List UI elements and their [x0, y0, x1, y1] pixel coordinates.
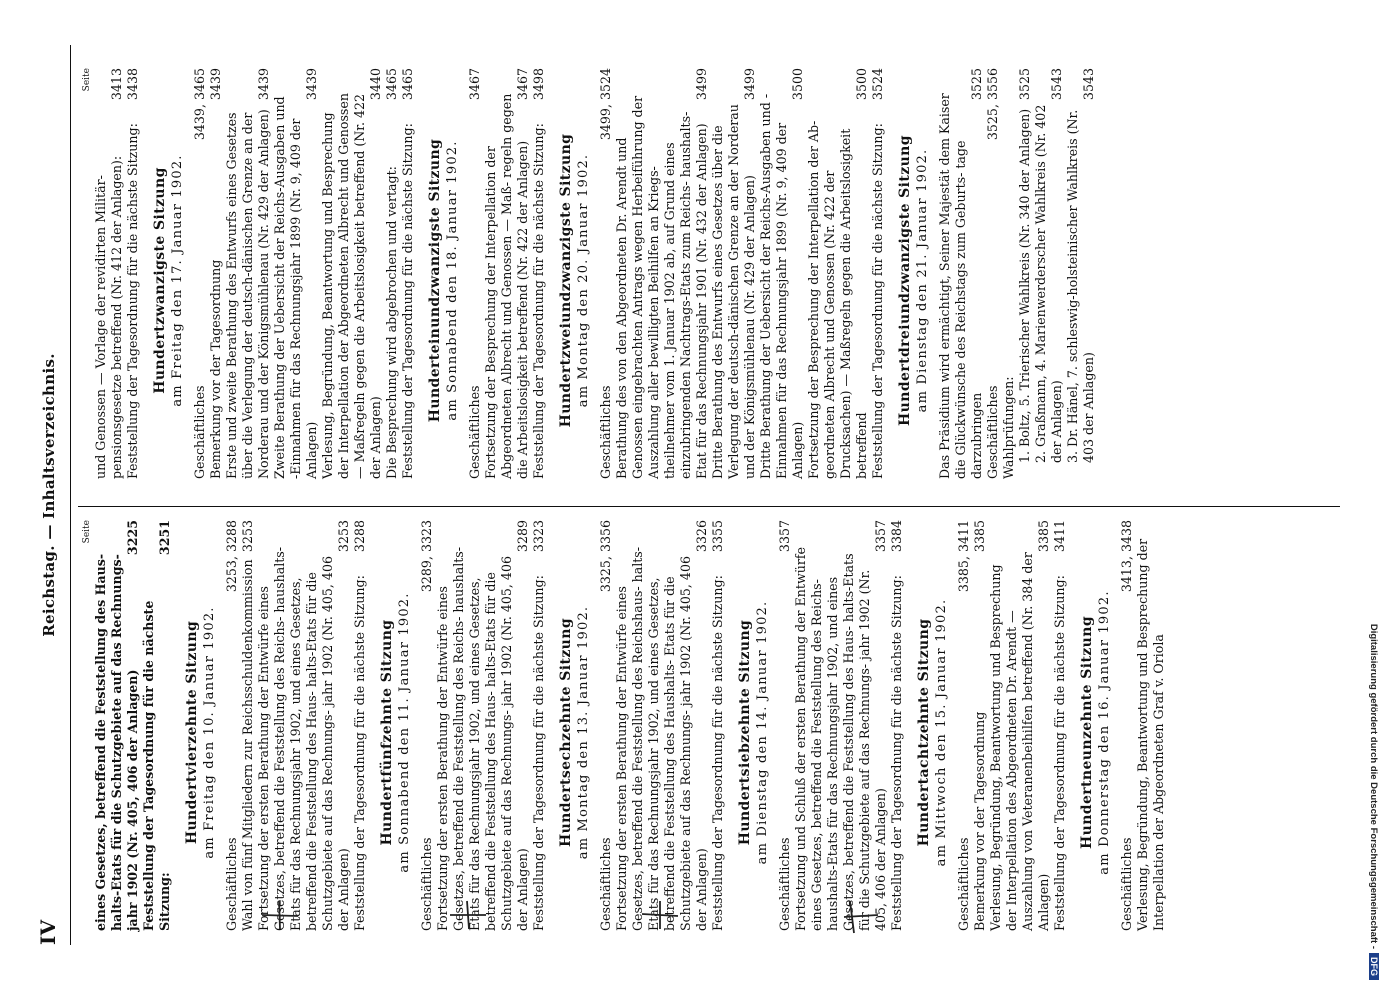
session-title: Hunderteinundzwanzigste Sitzung	[427, 138, 443, 423]
entry-pages: 3413, 3438	[1119, 520, 1134, 593]
entry-pages: 3524	[870, 68, 885, 101]
session-date: am Freitag den 17. Januar 1902.	[170, 154, 185, 407]
entry-pages: 3385	[972, 520, 987, 553]
toc-entry	[1017, 68, 1033, 477]
toc-entry	[1001, 68, 1017, 493]
session-heading	[736, 520, 771, 945]
session-title: Hundertneunzehnte Sitzung	[1079, 615, 1095, 850]
entry-text: Geschäftliches	[956, 837, 971, 931]
session-heading	[896, 68, 931, 493]
entry-pages: 3439	[256, 68, 271, 101]
entry-text: Feststellung der Tagesordnung für die nächste Sitzung:	[889, 575, 904, 931]
entry-text: Geschäftliches	[1119, 837, 1134, 931]
toc-entry	[889, 520, 905, 945]
entry-text: Verlesung, Begründung, Beantwortung und Besprechung der Interpellation der Abgeordneten Graf v. Oriola	[1135, 538, 1166, 931]
entry-text: Berathung des von den Abgeordneten Dr. Arendt und Genossen eingebrachten Antrags wegen Herbeiführung der Auszahlung aller bewilligten Beihilfen an Kriegs- theilnehmer vom 1. Januar 1902 ab, auf Grund eines einzubringenden Nachtrags-Etats zum Reichs- haushalts-Etat für das Rechnungsjahr 1901 (Nr. 432 der Anlagen)	[614, 95, 709, 479]
entry-text: Fortsetzung der Besprechung der Interpellation der Ab- geordneten Albrecht und Genossen (Nr. 422 der Drucksachen) — Maßregeln gegen die Arbeitslosigkeit betreffend	[806, 120, 869, 479]
toc-entry	[1052, 520, 1068, 945]
session-title: Hundertzwanzigste Sitzung	[152, 167, 168, 394]
session-heading	[426, 68, 461, 493]
entry-text: Feststellung der Tagesordnung für die nächste Sitzung:	[870, 123, 885, 479]
entry-text: Fortsetzung der ersten Berathung der Entwürfe eines Gesetzes, betreffend die Feststellung des Reichs- haushalts-Etats für das Rechnungsjahr 1902, und eines Gesetzes, betreffend die Feststellung des Haus- halts-Etats für die Schutzgebiete auf das Rechnungs- jahr 1902 (Nr. 405, 406 der Anlagen)	[435, 546, 530, 931]
entry-pages: 3289	[515, 520, 530, 553]
entry-text: Geschäftliches	[598, 385, 613, 479]
session-heading	[183, 520, 218, 945]
seite-label: Seite	[82, 520, 92, 544]
entry-text: 3. Dr. Hänel, 7. schleswig-holsteinischer Wahlkreis (Nr. 403 der Anlagen)	[1065, 109, 1096, 463]
page-number: IV	[36, 919, 60, 945]
seite-label: Seite	[82, 68, 92, 92]
session-title: Hundertsiebzehnte Sitzung	[737, 619, 753, 846]
toc-entry	[614, 520, 710, 945]
toc-entry	[956, 520, 972, 945]
toc-entry	[272, 68, 320, 493]
toc-entry	[320, 68, 384, 493]
entry-text: eines Gesetzes, betreffend die Feststellung des Haus- halts-Etats für die Schutzgebiete auf das Rechnungs- jahr 1902 (Nr. 405, 406 der Anlagen)	[93, 553, 140, 931]
session-date: am Sonnabend den 18. Januar 1902.	[445, 140, 460, 421]
session-entries	[192, 68, 416, 493]
session-entries	[419, 520, 547, 945]
session-date: am Montag den 13. Januar 1902.	[576, 605, 591, 860]
entry-text: Feststellung der Tagesordnung für die nächste Sitzung:	[531, 123, 546, 479]
handwritten-cross-mark	[448, 895, 488, 935]
session-entries	[224, 520, 368, 945]
entry-text: Bemerkung vor der Tagesordnung	[208, 259, 223, 479]
entry-pages: 3357	[873, 520, 888, 553]
session-entries	[937, 68, 1097, 493]
session-heading	[557, 68, 592, 493]
toc-entry	[614, 68, 710, 493]
entry-text: Bemerkung vor der Tagesordnung	[972, 711, 987, 931]
toc-entry	[224, 520, 240, 945]
election-list	[1017, 68, 1097, 493]
entry-pages: 3499, 3524	[598, 68, 613, 141]
entry-text: Feststellung der Tagesordnung für die nächste Sitzung:	[352, 575, 367, 931]
entry-pages: 3288	[352, 520, 367, 553]
toc-entry	[1135, 520, 1167, 945]
entry-pages: 3467	[515, 68, 530, 101]
entry-pages: 3525	[969, 68, 984, 101]
session-heading	[915, 520, 950, 945]
entry-pages: 3385, 3411	[956, 520, 971, 593]
document-page	[30, 45, 1340, 945]
entry-text: Wahlprüfungen:	[1001, 376, 1016, 479]
entry-pages: 3498	[531, 68, 546, 101]
entry-pages: 3543	[1049, 68, 1064, 101]
session-title: Hundertdreiundzwanzigste Sitzung	[897, 135, 913, 426]
session-date: am Donnerstag den 16. Januar 1902.	[1097, 590, 1112, 875]
toc-entry	[384, 68, 400, 493]
session-heading	[378, 520, 413, 945]
toc-entry	[93, 68, 125, 493]
toc-entry	[141, 520, 173, 945]
toc-entry	[870, 68, 886, 493]
session-date: am Montag den 20. Januar 1902.	[576, 153, 591, 408]
entry-pages: 3465	[400, 68, 415, 101]
toc-entry	[352, 520, 368, 945]
toc-entry	[1033, 68, 1065, 477]
entry-text: Geschäftliches	[419, 837, 434, 931]
entry-pages: 3225	[125, 520, 140, 556]
intro-block	[93, 68, 141, 493]
entry-pages: 3525, 3556	[985, 68, 1000, 141]
session-title: Hundertsechzehnte Sitzung	[558, 617, 574, 848]
session-heading	[557, 520, 592, 945]
toc-entry	[531, 520, 547, 945]
session-date: am Dienstag den 14. Januar 1902.	[755, 600, 770, 865]
entry-pages: 3467	[467, 68, 482, 101]
entry-text: Geschäftliches	[192, 385, 207, 479]
entry-text: Erste und zweite Berathung des Entwurfs eines Gesetzes über die Verlegung der deutsch-dänischen Grenze an der Norderau und der Königsmühlenau (Nr. 429 der Anlagen)	[224, 109, 271, 479]
session-title: Hundertzweiundzwanzigste Sitzung	[558, 133, 574, 428]
toc-entry	[483, 68, 531, 493]
session-entries	[1119, 520, 1167, 945]
entry-pages: 3355	[710, 520, 725, 553]
entry-text: Fortsetzung der ersten Berathung der Entwürfe eines Gesetzes, betreffend die Feststellung des Reichs- haushalts-Etats für das Rechnungsjahr 1902, und eines Gesetzes, betreffend die Feststellung des Haus- halts-Etats für die Schutzgebiete auf das Rechnungs- jahr 1902 (Nr. 405, 406 der Anlagen)	[256, 546, 351, 931]
toc-entry	[777, 520, 793, 945]
entry-pages: 3253	[336, 520, 351, 553]
entry-pages: 3499	[694, 68, 709, 101]
entry-text: 2. Graßmann, 4. Marienwerderscher Wahlkreis (Nr. 402 der Anlagen)	[1033, 104, 1064, 463]
toc-entry	[972, 520, 988, 945]
session-heading	[151, 68, 186, 493]
handwritten-cross-mark	[260, 895, 300, 935]
entry-text: Geschäftliches	[777, 837, 792, 931]
left-column	[82, 520, 1340, 945]
session-entries	[467, 68, 547, 493]
toc-entry	[125, 68, 141, 493]
toc-entry	[806, 68, 870, 493]
toc-entry	[240, 520, 256, 945]
session-date: am Sonnabend den 11. Januar 1902.	[397, 592, 412, 873]
entry-text: 1. Boltz, 5. Trierischer Wahlkreis (Nr. 340 der Anlagen)	[1017, 108, 1032, 463]
entry-text: Zweite Berathung der Uebersicht der Reichs-Ausgaben und -Einnahmen für das Rechnungsjahr 1899 (Nr. 9, 409 der Anlagen)	[272, 96, 319, 479]
session-entries	[598, 68, 886, 493]
entry-pages: 3500	[854, 68, 869, 101]
entry-text: Feststellung der Tagesordnung für die nächste Sitzung:	[531, 575, 546, 931]
entry-pages: 3357	[777, 520, 792, 553]
toc-entry	[985, 68, 1001, 493]
toc-entry	[758, 68, 806, 493]
toc-entry	[1119, 520, 1135, 945]
session-entries	[777, 520, 905, 945]
session-date: am Freitag den 10. Januar 1902.	[202, 606, 217, 859]
entry-pages: 3413	[109, 68, 124, 101]
dfg-credit	[1361, 20, 1379, 980]
entry-pages: 3411	[1052, 520, 1067, 553]
intro-block	[93, 520, 173, 945]
entry-text: Geschäftliches	[598, 837, 613, 931]
entry-pages: 3253, 3288	[224, 520, 239, 593]
dfg-logo: DFG	[1369, 953, 1379, 980]
entry-text: Verlesung, Begründung, Beantwortung und Besprechung der Interpellation der Abgeordneten Albrecht und Genossen — Maßregeln gegen die Arbeitslosigkeit betreffend (Nr. 422 der Anlagen)	[320, 93, 383, 479]
header-title: Reichstag. — Inhaltsverzeichnis.	[40, 353, 58, 637]
toc-entry	[531, 68, 547, 493]
entry-pages: 3325, 3356	[598, 520, 613, 593]
entry-pages: 3438	[125, 68, 140, 101]
entry-pages: 3440	[368, 68, 383, 101]
toc-entry	[1065, 68, 1097, 477]
entry-text: Geschäftliches	[224, 837, 239, 931]
entry-text: Fortsetzung der ersten Berathung der Entwürfe eines Gesetzes, betreffend die Feststellung des Reichshaus- halts-Etats für das Rechnungsjahr 1902, und eines Gesetzes, betreffend die Feststellung des Haushalts- Etats für die Schutzgebiete auf das Rechnungs- jahr 1902 (Nr. 405, 406 der Anlagen)	[614, 546, 709, 931]
column-divider	[78, 506, 1340, 507]
entry-pages: 3465	[384, 68, 399, 101]
toc-entry	[467, 68, 483, 493]
entry-text: Geschäftliches	[467, 385, 482, 479]
entry-text: Fortsetzung der Besprechung der Interpellation der Abgeordneten Albrecht und Genossen — Maß- regeln gegen die Arbeitslosigkeit betreffend (Nr. 422 der Anlagen)	[483, 93, 530, 479]
toc-entry	[598, 68, 614, 493]
entry-text: Die Besprechung wird abgebrochen und vertagt:	[384, 166, 399, 479]
toc-entry	[192, 68, 208, 493]
entry-pages: 3323	[531, 520, 546, 553]
entry-pages: 3385	[1036, 520, 1051, 553]
toc-entry	[598, 520, 614, 945]
toc-entry	[937, 68, 985, 493]
session-entries	[598, 520, 726, 945]
right-column	[82, 68, 1340, 493]
entry-pages: 3326	[694, 520, 709, 553]
toc-entry	[988, 520, 1052, 945]
entry-pages: 3439	[304, 68, 319, 101]
entry-pages: 3439	[208, 68, 223, 101]
entry-text: Feststellung der Tagesordnung für die nächste Sitzung:	[710, 575, 725, 931]
entry-text: Geschäftliches	[985, 385, 1000, 479]
entry-text: Feststellung der Tagesordnung für die nächste Sitzung:	[400, 123, 415, 479]
toc-entry	[256, 520, 352, 945]
session-entries	[956, 520, 1068, 945]
session-title: Hundertfünfzehnte Sitzung	[379, 619, 395, 846]
entry-text: und Genossen — Vorlage der revidirten Militär- pensionsgesetze betreffend (Nr. 412 der Anlagen):	[93, 155, 124, 479]
entry-pages: 3384	[889, 520, 904, 553]
toc-entry	[400, 68, 416, 493]
toc-entry	[710, 520, 726, 945]
toc-entry	[710, 68, 758, 493]
handwritten-cross-mark	[640, 895, 680, 935]
entry-pages: 3500	[790, 68, 805, 101]
entry-text: Dritte Berathung des Entwurfs eines Gesetzes über die Verlegung der deutsch-dänischen Grenze an der Norderau und der Königsmühlenau (Nr. 429 der Anlagen)	[710, 104, 757, 479]
toc-entry	[435, 520, 531, 945]
entry-text: Feststellung der Tagesordnung für die nächste Sitzung:	[141, 600, 172, 931]
session-date: am Dienstag den 21. Januar 1902.	[915, 148, 930, 413]
entry-text: Das Präsidium wird ermächtigt, Seiner Majestät dem Kaiser die Glückwünsche des Reichstags zum Geburts- tage darzubringen	[937, 93, 984, 479]
entry-pages: 3439, 3465	[192, 68, 207, 141]
entry-pages: 3289, 3323	[419, 520, 434, 593]
entry-pages: 3251	[157, 520, 172, 556]
entry-pages: 3253	[240, 520, 255, 553]
session-title: Hundertvierzehnte Sitzung	[184, 620, 200, 845]
session-date: am Mittwoch den 15. Januar 1902.	[934, 598, 949, 867]
running-header	[30, 45, 71, 945]
toc-entry	[419, 520, 435, 945]
entry-text: Dritte Berathung der Uebersicht der Reichs-Ausgaben und -Einnahmen für das Rechnungsjahr 1899 (Nr. 9, 409 der Anlagen)	[758, 93, 805, 479]
entry-text: Feststellung der Tagesordnung für die nächste Sitzung:	[1052, 575, 1067, 931]
session-heading	[1078, 520, 1113, 945]
toc-entry	[793, 520, 889, 945]
toc-entry	[208, 68, 224, 493]
entry-text: Wahl von fünf Mitgliedern zur Reichsschuldenkommission	[240, 559, 255, 931]
entry-pages: 3499	[742, 68, 757, 101]
handwritten-cross-mark	[840, 897, 880, 937]
entry-text: Verlesung, Begründung, Beantwortung und Besprechung der Interpellation des Abgeordneten Dr. Arendt — Auszahlung von Veteranenbeihilfen betreffend (Nr. 384 der Anlagen)	[988, 552, 1051, 931]
entry-pages: 3525	[1017, 68, 1032, 101]
entry-text: Fortsetzung und Schluß der ersten Berathung der Entwürfe eines Gesetzes, betreffend die Feststellung des Reichs- haushalts-Etats für das Rechnungsjahr 1902, und eines Gesetzes, betreffend die Feststellung des Haus- halts-Etats für die Schutzgebiete auf das Rechnungs- jahr 1902 (Nr. 405, 406 der Anlagen)	[793, 547, 888, 931]
toc-entry	[93, 520, 141, 945]
entry-pages: 3543	[1081, 68, 1096, 101]
toc-entry	[224, 68, 272, 493]
session-title: Hundertachtzehnte Sitzung	[916, 618, 932, 847]
entry-text: Feststellung der Tagesordnung für die nächste Sitzung:	[125, 123, 140, 479]
credit-text: Digitalisierung gefördert durch die Deutsche Forschungsgemeinschaft -	[1368, 623, 1379, 949]
